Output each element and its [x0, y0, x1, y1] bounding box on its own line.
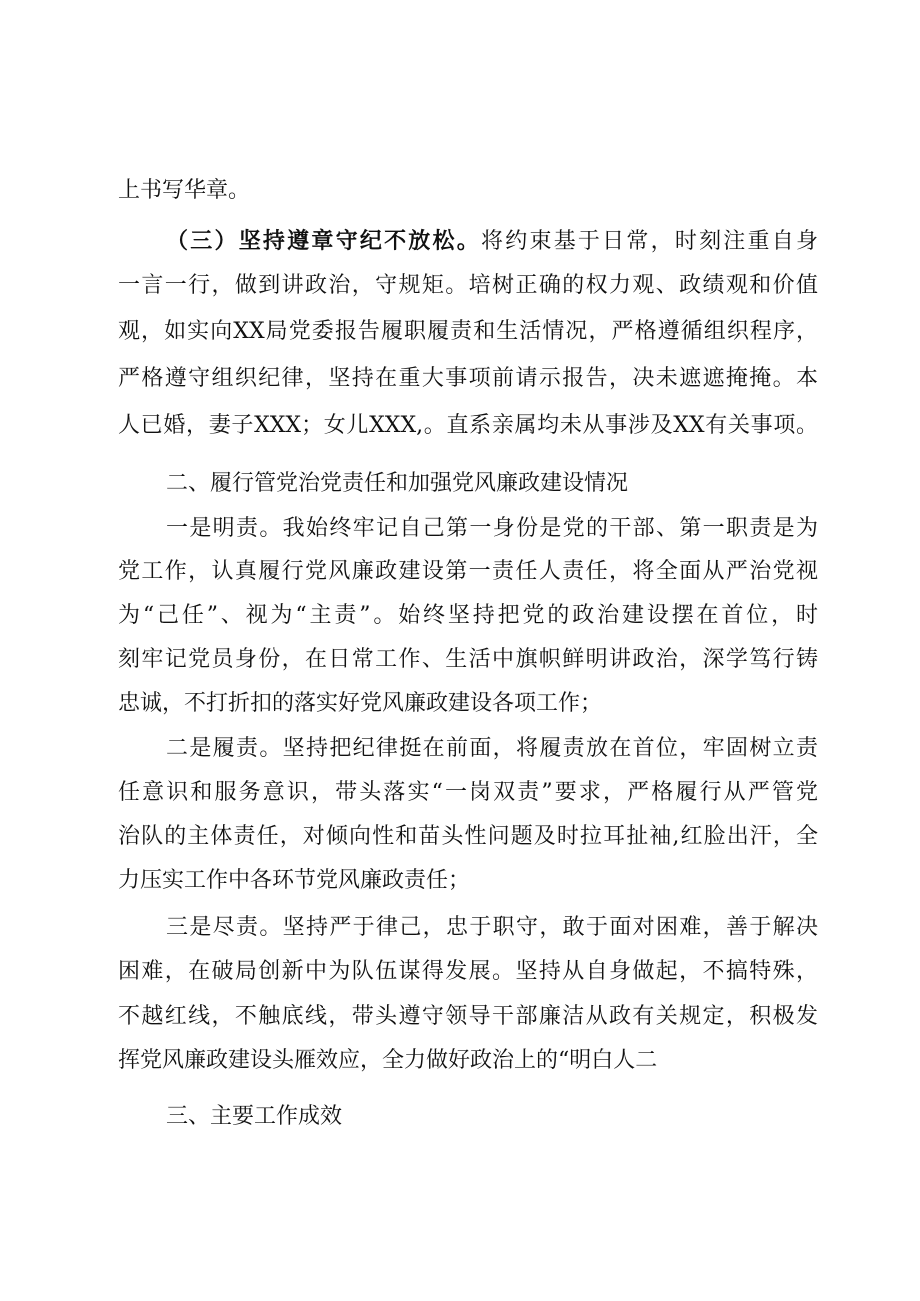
heading-section-3: 三、主要工作成效 — [166, 1104, 343, 1129]
mingze-line-5: 忠诚，不打折扣的落实好党风廉政建设各项工作； — [118, 691, 603, 716]
lvze-line-3: 治队的主体责任，对倾向性和苗头性问题及时拉耳扯袖,红脸出汗，全 — [118, 824, 818, 849]
mingze-line-1: 一是明责。我始终牢记自己第一身份是党的干部、第一职责是为 — [166, 516, 818, 541]
section3-line-2: 一言一行，做到讲政治，守规矩。培树正确的权力观、政绩观和价值 — [118, 273, 818, 298]
section3-line-5: 人已婚，妻子XXX；女儿XXX,。直系亲属均未从事涉及XX有关事项。 — [118, 413, 818, 438]
jinze-line-2: 困难，在破局创新中为队伍谋得发展。坚持从自身做起，不搞特殊， — [118, 959, 818, 984]
section3-line-3: 观，如实向XX局党委报告履职履责和生活情况，严格遵循组织程序， — [118, 319, 818, 344]
jinze-line-3: 不越红线，不触底线，带头遵守领导干部廉洁从政有关规定，积极发 — [118, 1004, 818, 1029]
mingze-line-4: 刻牢记党员身份，在日常工作、生活中旗帜鲜明讲政治，深学笃行铸 — [118, 647, 818, 672]
lvze-line-2: 任意识和服务意识，带头落实“一岗双责”要求，严格履行从严管党 — [118, 780, 818, 805]
heading-section-2: 二、履行管党治党责任和加强党风廉政建设情况 — [166, 471, 629, 496]
section3-line1-text: 将约束基于日常，时刻注重自身 — [481, 229, 818, 254]
paragraph-tail-line: 上书写华章。 — [118, 178, 251, 203]
lvze-line-1: 二是履责。坚持把纪律挺在前面，将履责放在首位，牢固树立责 — [166, 736, 818, 761]
mingze-line-3: 为“己任”、视为“主责”。始终坚持把党的政治建设摆在首位，时 — [118, 603, 818, 628]
jinze-line-1: 三是尽责。坚持严于律己，忠于职守，敢于面对困难，善于解决 — [166, 915, 818, 940]
section3-first-line — [166, 222, 818, 262]
lvze-line-4: 力压实工作中各环节党风廉政责任； — [118, 868, 471, 893]
section3-title: （三）坚持遵章守纪不放松。 — [166, 229, 481, 254]
section3-line-4: 严格遵守组织纪律，坚持在重大事项前请示报告，决未遮遮掩掩。本 — [118, 366, 818, 391]
jinze-line-4: 挥党风廉政建设头雁效应，全力做好政治上的“明白人二 — [118, 1048, 658, 1073]
mingze-line-2: 党工作，认真履行党风廉政建设第一责任人责任，将全面从严治党视 — [118, 559, 818, 584]
